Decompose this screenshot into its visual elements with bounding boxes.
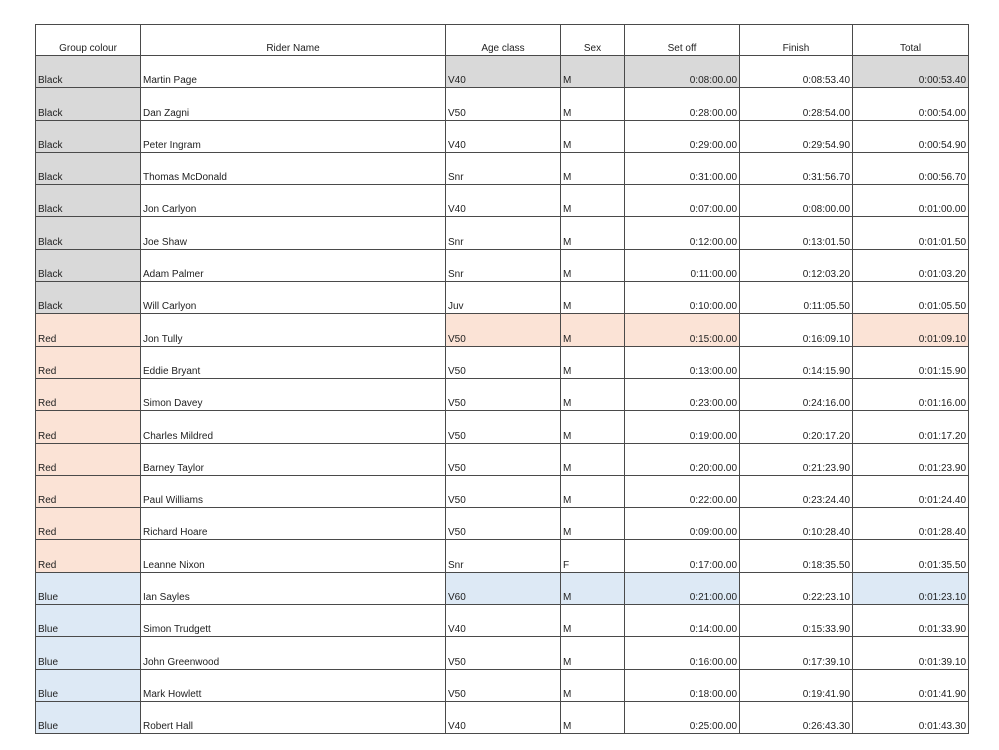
table-row bbox=[36, 152, 969, 184]
cell-rider-name: Robert Hall bbox=[141, 701, 446, 733]
cell-age-class: V50 bbox=[446, 475, 561, 507]
cell-rider-name: Richard Hoare bbox=[141, 508, 446, 540]
cell-set-off: 0:08:00.00 bbox=[625, 56, 740, 88]
cell-total: 0:01:39.10 bbox=[853, 637, 969, 669]
cell-rider-name: Paul Williams bbox=[141, 475, 446, 507]
cell-finish: 0:23:24.40 bbox=[740, 475, 853, 507]
cell-rider-name: Simon Davey bbox=[141, 378, 446, 410]
cell-sex: M bbox=[561, 669, 625, 701]
table-row bbox=[36, 411, 969, 443]
cell-finish: 0:21:23.90 bbox=[740, 443, 853, 475]
cell-age-class: V50 bbox=[446, 411, 561, 443]
cell-total: 0:01:01.50 bbox=[853, 217, 969, 249]
cell-set-off: 0:19:00.00 bbox=[625, 411, 740, 443]
cell-group-colour: Black bbox=[36, 120, 141, 152]
cell-finish: 0:22:23.10 bbox=[740, 572, 853, 604]
table-row bbox=[36, 56, 969, 88]
cell-total: 0:01:41.90 bbox=[853, 669, 969, 701]
cell-finish: 0:08:53.40 bbox=[740, 56, 853, 88]
cell-set-off: 0:29:00.00 bbox=[625, 120, 740, 152]
cell-total: 0:01:23.10 bbox=[853, 572, 969, 604]
results-table bbox=[35, 24, 969, 734]
cell-finish: 0:20:17.20 bbox=[740, 411, 853, 443]
cell-finish: 0:17:39.10 bbox=[740, 637, 853, 669]
cell-sex: M bbox=[561, 217, 625, 249]
cell-sex: M bbox=[561, 282, 625, 314]
cell-age-class: V50 bbox=[446, 88, 561, 120]
cell-set-off: 0:23:00.00 bbox=[625, 378, 740, 410]
cell-sex: M bbox=[561, 56, 625, 88]
cell-set-off: 0:13:00.00 bbox=[625, 346, 740, 378]
cell-finish: 0:15:33.90 bbox=[740, 605, 853, 637]
cell-rider-name: Leanne Nixon bbox=[141, 540, 446, 572]
cell-total: 0:01:15.90 bbox=[853, 346, 969, 378]
header-row bbox=[36, 25, 969, 56]
cell-total: 0:01:09.10 bbox=[853, 314, 969, 346]
cell-total: 0:01:35.50 bbox=[853, 540, 969, 572]
cell-group-colour: Red bbox=[36, 475, 141, 507]
cell-group-colour: Blue bbox=[36, 669, 141, 701]
cell-age-class: V40 bbox=[446, 701, 561, 733]
cell-finish: 0:13:01.50 bbox=[740, 217, 853, 249]
cell-rider-name: Peter Ingram bbox=[141, 120, 446, 152]
header-sex: Sex bbox=[561, 25, 625, 56]
table-row bbox=[36, 185, 969, 217]
cell-sex: M bbox=[561, 88, 625, 120]
cell-rider-name: Mark Howlett bbox=[141, 669, 446, 701]
table-row bbox=[36, 669, 969, 701]
cell-finish: 0:26:43.30 bbox=[740, 701, 853, 733]
cell-sex: M bbox=[561, 249, 625, 281]
table-row bbox=[36, 443, 969, 475]
cell-rider-name: Barney Taylor bbox=[141, 443, 446, 475]
cell-age-class: Snr bbox=[446, 540, 561, 572]
cell-group-colour: Black bbox=[36, 185, 141, 217]
cell-total: 0:01:00.00 bbox=[853, 185, 969, 217]
cell-finish: 0:31:56.70 bbox=[740, 152, 853, 184]
cell-rider-name: Jon Carlyon bbox=[141, 185, 446, 217]
cell-rider-name: John Greenwood bbox=[141, 637, 446, 669]
cell-age-class: V50 bbox=[446, 637, 561, 669]
cell-age-class: Snr bbox=[446, 249, 561, 281]
cell-rider-name: Jon Tully bbox=[141, 314, 446, 346]
header-rider-name: Rider Name bbox=[141, 25, 446, 56]
cell-set-off: 0:22:00.00 bbox=[625, 475, 740, 507]
cell-total: 0:01:16.00 bbox=[853, 378, 969, 410]
cell-finish: 0:08:00.00 bbox=[740, 185, 853, 217]
cell-sex: M bbox=[561, 378, 625, 410]
cell-group-colour: Black bbox=[36, 249, 141, 281]
table-row bbox=[36, 540, 969, 572]
cell-rider-name: Ian Sayles bbox=[141, 572, 446, 604]
cell-sex: M bbox=[561, 572, 625, 604]
cell-finish: 0:28:54.00 bbox=[740, 88, 853, 120]
cell-group-colour: Red bbox=[36, 314, 141, 346]
table-row bbox=[36, 378, 969, 410]
cell-set-off: 0:20:00.00 bbox=[625, 443, 740, 475]
header-finish: Finish bbox=[740, 25, 853, 56]
cell-total: 0:01:43.30 bbox=[853, 701, 969, 733]
cell-set-off: 0:31:00.00 bbox=[625, 152, 740, 184]
cell-rider-name: Thomas McDonald bbox=[141, 152, 446, 184]
cell-finish: 0:19:41.90 bbox=[740, 669, 853, 701]
cell-total: 0:00:56.70 bbox=[853, 152, 969, 184]
cell-finish: 0:29:54.90 bbox=[740, 120, 853, 152]
cell-group-colour: Red bbox=[36, 411, 141, 443]
cell-rider-name: Eddie Bryant bbox=[141, 346, 446, 378]
cell-total: 0:00:54.00 bbox=[853, 88, 969, 120]
table-row bbox=[36, 88, 969, 120]
cell-finish: 0:18:35.50 bbox=[740, 540, 853, 572]
cell-total: 0:01:24.40 bbox=[853, 475, 969, 507]
cell-age-class: V50 bbox=[446, 346, 561, 378]
cell-finish: 0:11:05.50 bbox=[740, 282, 853, 314]
cell-group-colour: Blue bbox=[36, 605, 141, 637]
cell-sex: M bbox=[561, 508, 625, 540]
header-total: Total bbox=[853, 25, 969, 56]
cell-set-off: 0:15:00.00 bbox=[625, 314, 740, 346]
cell-set-off: 0:16:00.00 bbox=[625, 637, 740, 669]
cell-set-off: 0:17:00.00 bbox=[625, 540, 740, 572]
table-row bbox=[36, 314, 969, 346]
cell-finish: 0:16:09.10 bbox=[740, 314, 853, 346]
cell-age-class: Snr bbox=[446, 217, 561, 249]
cell-group-colour: Blue bbox=[36, 701, 141, 733]
cell-sex: M bbox=[561, 314, 625, 346]
cell-total: 0:00:54.90 bbox=[853, 120, 969, 152]
header-group-colour: Group colour bbox=[36, 25, 141, 56]
cell-set-off: 0:12:00.00 bbox=[625, 217, 740, 249]
cell-group-colour: Red bbox=[36, 540, 141, 572]
cell-group-colour: Black bbox=[36, 217, 141, 249]
cell-rider-name: Martin Page bbox=[141, 56, 446, 88]
cell-age-class: V50 bbox=[446, 508, 561, 540]
cell-sex: M bbox=[561, 346, 625, 378]
cell-total: 0:01:28.40 bbox=[853, 508, 969, 540]
table-row bbox=[36, 637, 969, 669]
cell-group-colour: Black bbox=[36, 152, 141, 184]
cell-sex: M bbox=[561, 605, 625, 637]
cell-rider-name: Charles Mildred bbox=[141, 411, 446, 443]
cell-finish: 0:24:16.00 bbox=[740, 378, 853, 410]
cell-finish: 0:14:15.90 bbox=[740, 346, 853, 378]
cell-set-off: 0:25:00.00 bbox=[625, 701, 740, 733]
cell-total: 0:01:33.90 bbox=[853, 605, 969, 637]
cell-total: 0:00:53.40 bbox=[853, 56, 969, 88]
cell-group-colour: Red bbox=[36, 378, 141, 410]
table-row bbox=[36, 572, 969, 604]
cell-age-class: V50 bbox=[446, 314, 561, 346]
table-row bbox=[36, 508, 969, 540]
cell-total: 0:01:23.90 bbox=[853, 443, 969, 475]
cell-age-class: Snr bbox=[446, 152, 561, 184]
cell-set-off: 0:07:00.00 bbox=[625, 185, 740, 217]
cell-set-off: 0:09:00.00 bbox=[625, 508, 740, 540]
table-body bbox=[36, 56, 969, 734]
cell-rider-name: Simon Trudgett bbox=[141, 605, 446, 637]
table-row bbox=[36, 249, 969, 281]
table-row bbox=[36, 701, 969, 733]
cell-set-off: 0:18:00.00 bbox=[625, 669, 740, 701]
cell-age-class: V40 bbox=[446, 185, 561, 217]
cell-group-colour: Red bbox=[36, 443, 141, 475]
table-row bbox=[36, 217, 969, 249]
cell-age-class: V50 bbox=[446, 443, 561, 475]
cell-sex: M bbox=[561, 443, 625, 475]
cell-set-off: 0:11:00.00 bbox=[625, 249, 740, 281]
cell-group-colour: Black bbox=[36, 88, 141, 120]
table-row bbox=[36, 475, 969, 507]
cell-group-colour: Black bbox=[36, 56, 141, 88]
cell-sex: F bbox=[561, 540, 625, 572]
cell-age-class: V40 bbox=[446, 56, 561, 88]
table-row bbox=[36, 346, 969, 378]
cell-rider-name: Will Carlyon bbox=[141, 282, 446, 314]
cell-rider-name: Joe Shaw bbox=[141, 217, 446, 249]
cell-finish: 0:10:28.40 bbox=[740, 508, 853, 540]
cell-age-class: V40 bbox=[446, 120, 561, 152]
cell-sex: M bbox=[561, 411, 625, 443]
cell-group-colour: Blue bbox=[36, 637, 141, 669]
cell-total: 0:01:03.20 bbox=[853, 249, 969, 281]
cell-sex: M bbox=[561, 120, 625, 152]
cell-age-class: Juv bbox=[446, 282, 561, 314]
header-age-class: Age class bbox=[446, 25, 561, 56]
cell-age-class: V40 bbox=[446, 605, 561, 637]
cell-set-off: 0:10:00.00 bbox=[625, 282, 740, 314]
table-row bbox=[36, 120, 969, 152]
cell-group-colour: Red bbox=[36, 346, 141, 378]
cell-set-off: 0:21:00.00 bbox=[625, 572, 740, 604]
cell-rider-name: Dan Zagni bbox=[141, 88, 446, 120]
cell-sex: M bbox=[561, 475, 625, 507]
cell-sex: M bbox=[561, 152, 625, 184]
cell-rider-name: Adam Palmer bbox=[141, 249, 446, 281]
cell-age-class: V60 bbox=[446, 572, 561, 604]
cell-group-colour: Blue bbox=[36, 572, 141, 604]
cell-age-class: V50 bbox=[446, 669, 561, 701]
cell-sex: M bbox=[561, 637, 625, 669]
table-row bbox=[36, 282, 969, 314]
cell-set-off: 0:28:00.00 bbox=[625, 88, 740, 120]
table-row bbox=[36, 605, 969, 637]
cell-total: 0:01:05.50 bbox=[853, 282, 969, 314]
header-set-off: Set off bbox=[625, 25, 740, 56]
cell-set-off: 0:14:00.00 bbox=[625, 605, 740, 637]
cell-total: 0:01:17.20 bbox=[853, 411, 969, 443]
cell-group-colour: Black bbox=[36, 282, 141, 314]
cell-group-colour: Red bbox=[36, 508, 141, 540]
cell-age-class: V50 bbox=[446, 378, 561, 410]
cell-finish: 0:12:03.20 bbox=[740, 249, 853, 281]
cell-sex: M bbox=[561, 185, 625, 217]
cell-sex: M bbox=[561, 701, 625, 733]
